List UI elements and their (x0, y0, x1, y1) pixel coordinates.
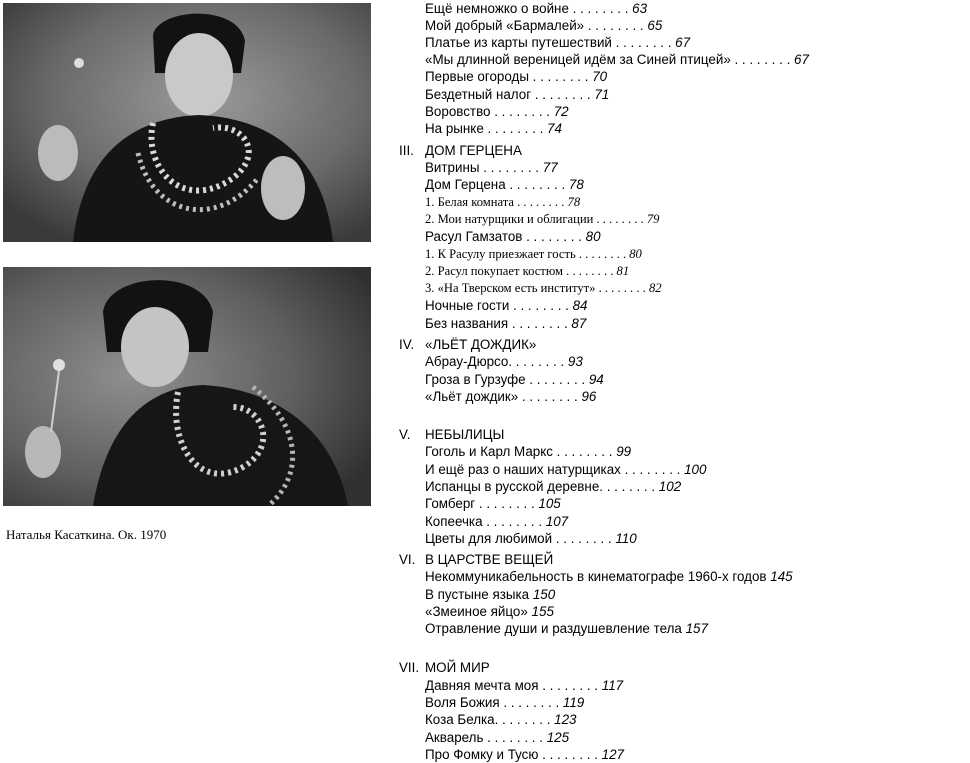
toc-entry (425, 176, 584, 193)
toc-entry (425, 711, 576, 728)
toc-page-number: 82 (645, 281, 662, 295)
toc-entry (425, 388, 596, 405)
toc-entry (425, 103, 569, 120)
toc-entry (425, 246, 642, 263)
toc-entry-title: Мой добрый «Бармалей» . . . . . . . . (425, 18, 644, 33)
toc-entry (425, 353, 583, 370)
toc-entry-title: Расул Гамзатов . . . . . . . . (425, 229, 582, 244)
toc-section-heading (425, 336, 536, 353)
toc-page-number: 80 (626, 247, 642, 261)
toc-entry-title: Ещё немножко о войне . . . . . . . . (425, 1, 629, 16)
toc-section-heading (425, 659, 490, 676)
toc-entry-title: Акварель . . . . . . . . (425, 730, 543, 745)
toc-entry-title: В пустыне языка (425, 587, 530, 602)
toc-page-number: 78 (564, 195, 581, 209)
toc-entry-title: Дом Герцена . . . . . . . . (425, 177, 566, 192)
toc-entry-title: «Мы длинной вереницей идём за Синей птицей» . . . . . . . . (425, 52, 791, 67)
toc-entry (425, 86, 609, 103)
toc-entry (425, 694, 584, 711)
toc-entry-title: Цветы для любимой . . . . . . . . (425, 531, 612, 546)
toc-entry (425, 263, 629, 280)
toc-page-number: 110 (611, 531, 637, 546)
toc-page-number: 71 (590, 87, 610, 102)
toc-entry (425, 228, 601, 245)
toc-entry (425, 568, 793, 585)
toc-entry (425, 68, 607, 85)
toc-entry-title: Без названия . . . . . . . . (425, 316, 568, 331)
toc-page-number: 102 (655, 479, 682, 494)
toc-page-number: 119 (559, 695, 585, 710)
toc-entry-title: «Змеиное яйцо» (425, 604, 528, 619)
toc-entry-title: Ночные гости . . . . . . . . (425, 298, 569, 313)
toc-page-number: 94 (585, 372, 604, 387)
toc-section-heading (425, 426, 504, 443)
toc-entry (425, 194, 580, 211)
toc-page-number: 150 (529, 587, 556, 602)
toc-entry (425, 443, 631, 460)
toc-page-number: 78 (565, 177, 584, 192)
toc-entry-title: ДОМ ГЕРЦЕНА (425, 143, 522, 158)
toc-section-number: VII. (399, 660, 420, 675)
toc-entry-title: Воровство . . . . . . . . (425, 104, 551, 119)
toc-section-number: III. (399, 143, 414, 158)
toc-entry (425, 603, 554, 620)
toc-entry (425, 17, 662, 34)
toc-entry-title: На рынке . . . . . . . . (425, 121, 544, 136)
toc-entry-title: Гоголь и Карл Маркс . . . . . . . . (425, 444, 613, 459)
toc-entry (425, 586, 555, 603)
toc-entry-title: Абрау-Дюрсо. . . . . . . . (425, 354, 565, 369)
toc-entry-title: Витрины . . . . . . . . (425, 160, 540, 175)
toc-page-number: 105 (534, 496, 561, 511)
toc-entry-title: 2. Мои натурщики и облигации . . . . . . . . (425, 212, 644, 226)
toc-entry-title: Давняя мечта моя . . . . . . . . (425, 678, 599, 693)
toc-page-number: 125 (542, 730, 570, 745)
toc-entry-title: НЕБЫЛИЦЫ (425, 427, 505, 442)
toc-page-number: 96 (577, 389, 597, 404)
toc-entry (425, 159, 558, 176)
toc-entry-title: Первые огороды . . . . . . . . (425, 69, 589, 84)
toc-entry (425, 677, 623, 694)
toc-page-number: 70 (588, 69, 608, 84)
toc-entry-title: Отравление души и раздушевление тела (425, 621, 682, 636)
toc-entry-title: Гомберг . . . . . . . . (425, 496, 535, 511)
toc-entry-title: «Льёт дождик» . . . . . . . . (425, 389, 578, 404)
toc-entry (425, 530, 637, 547)
toc-page-number: 63 (628, 1, 648, 16)
toc-entry-title: Бездетный налог . . . . . . . . (425, 87, 591, 102)
toc-entry-title: Коза Белка. . . . . . . . (425, 712, 551, 727)
toc-section-heading (425, 142, 522, 159)
toc-entry-title: «ЛЬЁТ ДОЖДИК» (425, 337, 537, 352)
toc-entry (425, 371, 604, 388)
toc-entry (425, 620, 708, 637)
toc-entry-title: МОЙ МИР (425, 660, 490, 675)
toc-section-number: V. (399, 427, 411, 442)
toc-entry (425, 280, 662, 297)
toc-entry-title: 1. К Расулу приезжает гость . . . . . . . . (425, 247, 627, 261)
toc-page-number: 81 (613, 264, 630, 278)
toc-section-heading (425, 551, 553, 568)
toc-entry-title: Платье из карты путешествий . . . . . . . . (425, 35, 672, 50)
toc-entry-title: Воля Божия . . . . . . . . (425, 695, 560, 710)
toc-entry (425, 461, 706, 478)
toc-page-number: 79 (643, 212, 660, 226)
toc-entry-title: Копеечка . . . . . . . . (425, 514, 543, 529)
toc-page-number: 127 (597, 747, 624, 762)
toc-entry (425, 315, 586, 332)
toc-entry (425, 513, 568, 530)
toc-entry (425, 478, 681, 495)
toc-page-number: 67 (790, 52, 809, 67)
toc-entry (425, 746, 624, 763)
toc-page-number: 145 (766, 569, 793, 584)
toc-entry (425, 120, 562, 137)
toc-entry (425, 297, 587, 314)
toc-entry (425, 34, 690, 51)
toc-page-number: 67 (671, 35, 691, 50)
toc-page-number: 80 (581, 229, 601, 244)
toc-entry-title: Гроза в Гурзуфе . . . . . . . . (425, 372, 586, 387)
toc-page-number: 155 (527, 604, 554, 619)
toc-page-number: 99 (612, 444, 632, 459)
toc-page-number: 157 (681, 621, 708, 636)
toc-section-number: IV. (399, 337, 415, 352)
toc-page-number: 93 (564, 354, 583, 369)
toc-page-number: 123 (550, 712, 577, 727)
toc-page-number: 77 (539, 160, 558, 175)
toc-entry (425, 51, 809, 68)
toc-entry-title: В ЦАРСТВЕ ВЕЩЕЙ (425, 552, 554, 567)
toc-page-number: 72 (550, 104, 569, 119)
photo-caption: Наталья Касаткина. Ок. 1970 (6, 527, 167, 542)
toc-entry-title: Про Фомку и Тусю . . . . . . . . (425, 747, 598, 762)
toc-entry-title: И ещё раз о наших натурщиках . . . . . . . . (425, 462, 681, 477)
toc-entry-title: 3. «На Тверском есть институт» . . . . . . . . (425, 281, 646, 295)
toc-page-number: 74 (543, 121, 562, 136)
toc-entry (425, 0, 647, 17)
toc-entry (425, 211, 659, 228)
toc-entry (425, 495, 561, 512)
toc-entry-title: Испанцы в русской деревне. . . . . . . . (425, 479, 656, 494)
toc-page-number: 87 (567, 316, 587, 331)
toc-page-number: 107 (542, 514, 569, 529)
toc-entry-title: Некоммуникабельность в кинематографе 1960-х годов (425, 569, 767, 584)
toc-page-number: 117 (598, 678, 624, 693)
toc-page-number: 65 (643, 18, 663, 33)
toc-page-number: 84 (568, 298, 588, 313)
toc-entry-title: 2. Расул покупает костюм . . . . . . . . (425, 264, 614, 278)
toc-section-number: VI. (399, 552, 416, 567)
toc-entry (425, 729, 569, 746)
toc-entry-title: 1. Белая комната . . . . . . . . (425, 195, 565, 209)
toc-page-number: 100 (680, 462, 707, 477)
